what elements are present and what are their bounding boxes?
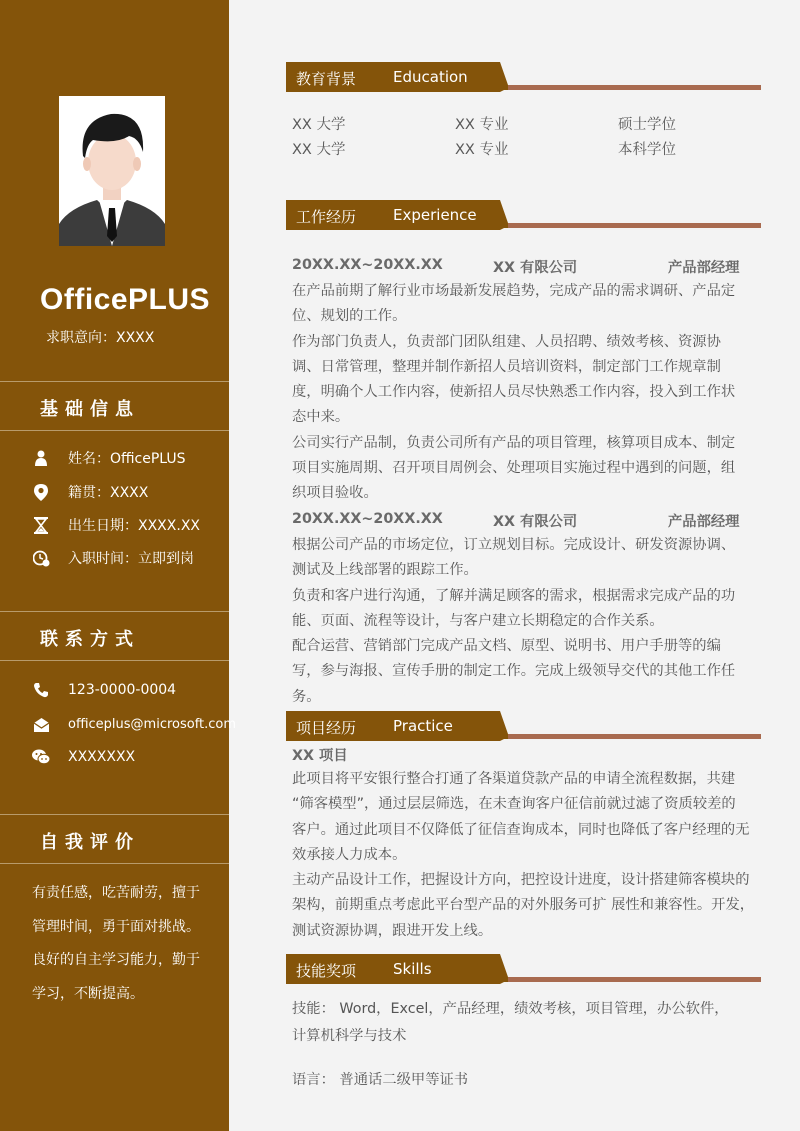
practice-title-en: Practice <box>393 717 453 735</box>
phone-icon <box>32 681 50 699</box>
contact-wechat-text: XXXXXXX <box>68 749 136 765</box>
desc-line: 配合运营、营销部门完成产品文档、原型、说明书、用户手册等的编 <box>292 638 721 655</box>
self-eval-line: 管理时间，勇于面对挑战。 <box>32 918 200 935</box>
desc-line: 调、日常管理，整理并制作新招人员培训资料，制定部门工作规章制 <box>292 358 721 375</box>
desc-line: 此项目将平安银行整合打通了各渠道贷款产品的申请全流程数据，共建 <box>292 771 736 787</box>
skills-line: 计算机科学与技术 <box>292 1028 407 1044</box>
info-origin-text: 籍贯：XXXX <box>68 485 149 501</box>
desc-line: 度，明确个人工作内容，使新招人员尽快熟悉工作内容，投入到工作状 <box>292 384 736 401</box>
wechat-icon <box>32 748 50 766</box>
skills-line: 技能： Word，Excel，产品经理，绩效考核，项目管理，办公软件， <box>292 1001 729 1017</box>
info-start <box>32 548 194 568</box>
sidebar <box>0 0 237 1131</box>
hourglass-icon <box>32 516 50 534</box>
education-title-en: Education <box>393 68 468 86</box>
project-description <box>292 767 782 944</box>
contact-email-text: officeplus@microsoft.com <box>68 716 237 732</box>
practice-header <box>286 711 761 741</box>
desc-line: 织项目验收。 <box>292 485 378 502</box>
desc-line: 项目实施周期、召开项目周例会、处理项目实施过程中遇到的问题，组 <box>292 460 736 477</box>
desc-line: 效承接人力成本。 <box>292 846 407 863</box>
desc-line: 能、页面、流程等设计，与客户建立长期稳定的合作关系。 <box>292 612 664 629</box>
education-header <box>286 62 761 92</box>
section-header-shape <box>286 711 761 741</box>
avatar-photo <box>59 96 165 246</box>
edu-degree-1: 硕士学位 <box>618 117 676 133</box>
job-company: XX 有限公司 <box>493 514 578 530</box>
info-birth <box>32 515 200 535</box>
contact-email <box>32 715 236 733</box>
education-title-cn: 教育背景 <box>296 70 357 88</box>
edu-major-2: XX 专业 <box>455 142 509 158</box>
desc-line: 在产品前期了解行业市场最新发展趋势，完成产品的需求调研、产品定 <box>292 283 736 299</box>
main-content <box>229 0 800 1131</box>
contact-phone-text: 123-0000-0004 <box>68 682 177 698</box>
clock-icon <box>32 549 50 567</box>
experience-header <box>286 200 761 230</box>
section-header-shape <box>286 200 761 230</box>
desc-line: 态中来。 <box>292 409 350 426</box>
basic-info-header <box>0 381 229 431</box>
section-header-shape <box>286 954 761 984</box>
desc-line: 位、规划的工作。 <box>292 308 407 325</box>
self-eval-line: 学习，不断提高。 <box>32 985 144 1002</box>
self-eval-text <box>32 877 217 1011</box>
info-name-text: 姓名：OfficePLUS <box>68 451 186 467</box>
desc-line: 架构，前期重点考虑此平台型产品的对外服务可扩 展性和兼容性。开发， <box>292 897 755 914</box>
self-eval-line: 有责任感，吃苦耐劳，擅于 <box>32 885 200 901</box>
location-pin-icon <box>32 483 50 501</box>
self-eval-title: 自我评价 <box>40 832 140 853</box>
edu-degree-2: 本科学位 <box>618 142 676 158</box>
desc-line: 负责和客户进行沟通，了解并满足顾客的需求，根据需求完成产品的功 <box>292 587 736 604</box>
job-position: 产品部经理 <box>668 514 740 530</box>
info-birth-text: 出生日期：XXXX.XX <box>68 518 200 534</box>
self-eval-header <box>0 814 229 864</box>
desc-line: 测试及上线部署的跟踪工作。 <box>292 562 478 579</box>
skills-header <box>286 954 761 984</box>
experience-title-cn: 工作经历 <box>296 208 357 226</box>
edu-school-2: XX 大学 <box>292 142 346 158</box>
contact-wechat <box>32 748 135 766</box>
edu-major-1: XX 专业 <box>455 117 509 133</box>
experience-title-en: Experience <box>393 206 477 224</box>
info-start-text: 入职时间：立即到岗 <box>68 551 194 567</box>
skills-title-en: Skills <box>393 960 432 978</box>
job-company: XX 有限公司 <box>493 260 578 276</box>
skills-list <box>292 996 782 1050</box>
contact-phone <box>32 681 176 699</box>
desc-line: 主动产品设计工作，把握设计方向，把控设计进度，设计搭建筛客模块的 <box>292 872 750 889</box>
desc-line: “筛客模型”，通过层层筛选，在未查询客户征信前就过滤了资质较差的 <box>292 796 736 813</box>
job-2-description <box>292 533 782 710</box>
job-1-description <box>292 279 782 507</box>
basic-info-title: 基础信息 <box>40 399 140 420</box>
edu-school-1: XX 大学 <box>292 117 346 133</box>
project-name: XX 项目 <box>292 748 348 764</box>
email-icon <box>32 715 50 733</box>
self-eval-line: 良好的自主学习能力，勤于 <box>32 952 200 968</box>
job-position: 产品部经理 <box>668 260 740 276</box>
info-origin <box>32 482 148 502</box>
job-intent: 求职意向：XXXX <box>46 330 155 346</box>
desc-line: 公司实行产品制，负责公司所有产品的项目管理，核算项目成本、制定 <box>292 434 736 451</box>
desc-line: 根据公司产品的市场定位，订立规划目标。完成设计、研发资源协调、 <box>292 537 736 553</box>
person-icon <box>32 449 50 467</box>
practice-title-cn: 项目经历 <box>296 719 357 737</box>
job-period: 20XX.XX~20XX.XX <box>292 257 443 273</box>
desc-line: 写，参与海报、宣传手册的制定工作。完成上级领导交代的其他工作任 <box>292 663 736 680</box>
contact-header <box>0 611 229 661</box>
desc-line: 客户。通过此项目不仅降低了征信查询成本，同时也降低了客户经理的无 <box>292 821 750 838</box>
language-line: 语言： 普通话二级甲等证书 <box>292 1072 469 1088</box>
contact-title: 联系方式 <box>40 629 140 650</box>
desc-line: 务。 <box>292 688 321 705</box>
desc-line: 测试资源协调，跟进开发上线。 <box>292 922 493 939</box>
info-name <box>32 448 186 468</box>
candidate-name: OfficePLUS <box>40 283 211 316</box>
job-period: 20XX.XX~20XX.XX <box>292 511 443 527</box>
skills-title-cn: 技能奖项 <box>296 962 357 980</box>
section-header-shape <box>286 62 761 92</box>
desc-line: 作为部门负责人，负责部门团队组建、人员招聘、绩效考核、资源协 <box>292 333 721 350</box>
